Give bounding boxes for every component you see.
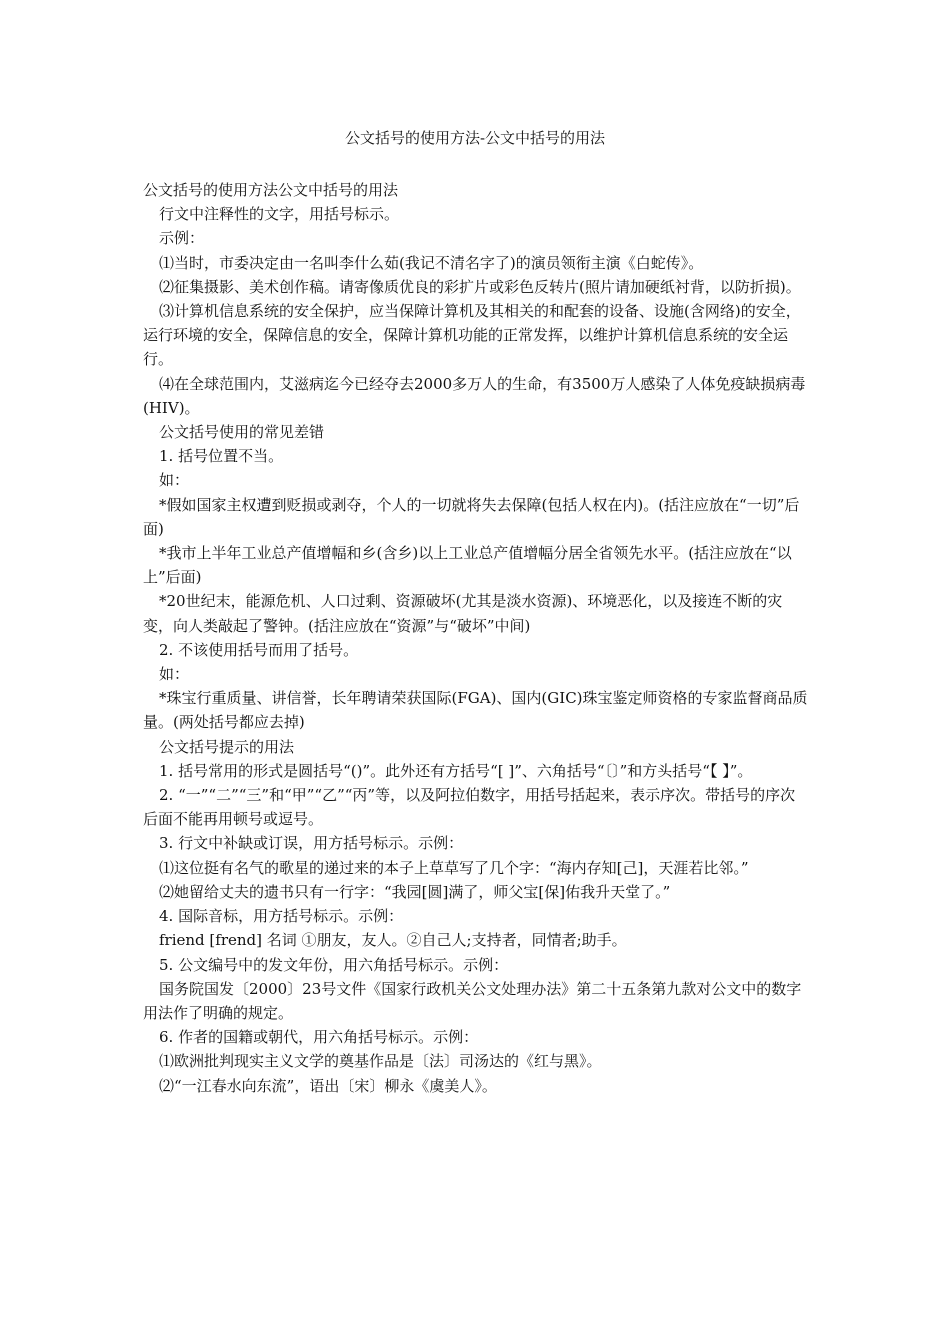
paragraph: 1. 括号常用的形式是圆括号“()”。此外还有方括号“[ ]”、六角括号“〔〕”和方头括号“【 】”。 [159,761,753,780]
paragraph: 4. 国际音标，用方括号标示。示例： [159,907,404,926]
paragraph: ⑴欧洲批判现实主义文学的奠基作品是〔法〕司汤达的《红与黑》。 [159,1052,602,1071]
paragraph: 如： [159,471,190,490]
paragraph: 6. 作者的国籍或朝代，用六角括号标示。示例： [159,1028,479,1047]
paragraph: 2. 不该使用括号而用了括号。 [159,640,359,659]
paragraph: ⑶计算机信息系统的安全保护，应当保障计算机及其相关的和配套的设备、设施(含网络)的安全，运行环境的安全，保障信息的安全，保障计算机功能的正常发挥，以维护计算机信息系统的安全运行。 [143,302,801,369]
paragraph: 示例： [159,229,205,248]
paragraph: ⑴当时，市委决定由一名叫李什么茹(我记不清名字了)的演员领衔主演《白蛇传》。 [159,253,704,272]
paragraph: 公文括号提示的用法 [159,737,295,756]
paragraph: 2. “一”“二”“三”和“甲”“乙”“丙”等，以及阿拉伯数字，用括号括起来，表示序次。带括号的序次后面不能再用顿号或逗号。 [143,786,796,829]
paragraph: *珠宝行重质量、讲信誉，长年聘请荣获国际(FGA)、国内(GIC)珠宝鉴定师资格的专家监督商品质量。(两处括号都应去掉) [143,689,808,732]
document-title: 公文括号的使用方法-公文中括号的用法 [344,129,606,147]
paragraph: ⑴这位挺有名气的歌星的递过来的本子上草草写了几个字：“海内存知[己]，天涯若比邻。” [159,858,749,877]
paragraph: 1. 括号位置不当。 [159,447,284,466]
paragraph: 公文括号使用的常见差错 [159,423,325,442]
paragraph: *假如国家主权遭到贬损或剥夺，个人的一切就将失去保障(包括人权在内)。(括注应放在“一切”后面) [143,495,800,538]
paragraph: *20世纪末，能源危机、人口过剩、资源破坏(尤其是淡水资源)、环境恶化，以及接连不断的灾变，向人类敲起了警钟。(括注应放在“资源”与“破坏”中间) [143,592,783,635]
paragraph: friend [frend] 名词 ①朋友，友人。②自己人;支持者，同情者;助手。 [159,931,627,950]
paragraph: 行文中注释性的文字，用括号标示。 [159,205,400,224]
paragraph: ⑷在全球范围内，艾滋病迄今已经夺去2000多万人的生命，有3500万人感染了人体免疫缺损病毒(HIV)。 [143,374,806,417]
paragraph: *我市上半年工业总产值增幅和乡(含乡)以上工业总产值增幅分居全省领先水平。(括注应放在“以上”后面) [143,544,792,587]
paragraph: 3. 行文中补缺或订误，用方括号标示。示例： [159,834,464,853]
paragraph: ⑵她留给丈夫的遗书只有一行字：“我园[圆]满了，师父宝[保]佑我升天堂了。” [159,882,671,901]
paragraph: ⑵“一江春水向东流”，语出〔宋〕柳永《虞美人》。 [159,1076,497,1095]
paragraph: ⑵征集摄影、美术创作稿。请寄像质优良的彩扩片或彩色反转片(照片请加硬纸衬背，以防折损)。 [159,277,801,296]
paragraph: 5. 公文编号中的发文年份，用六角括号标示。示例： [159,955,509,974]
paragraph: 如： [159,665,190,684]
document-body [143,178,809,1098]
paragraph: 公文括号的使用方法公文中括号的用法 [143,181,399,199]
paragraph: 国务院国发〔2000〕23号文件《国家行政机关公文处理办法》第二十五条第九款对公文中的数字用法作了明确的规定。 [143,979,802,1022]
